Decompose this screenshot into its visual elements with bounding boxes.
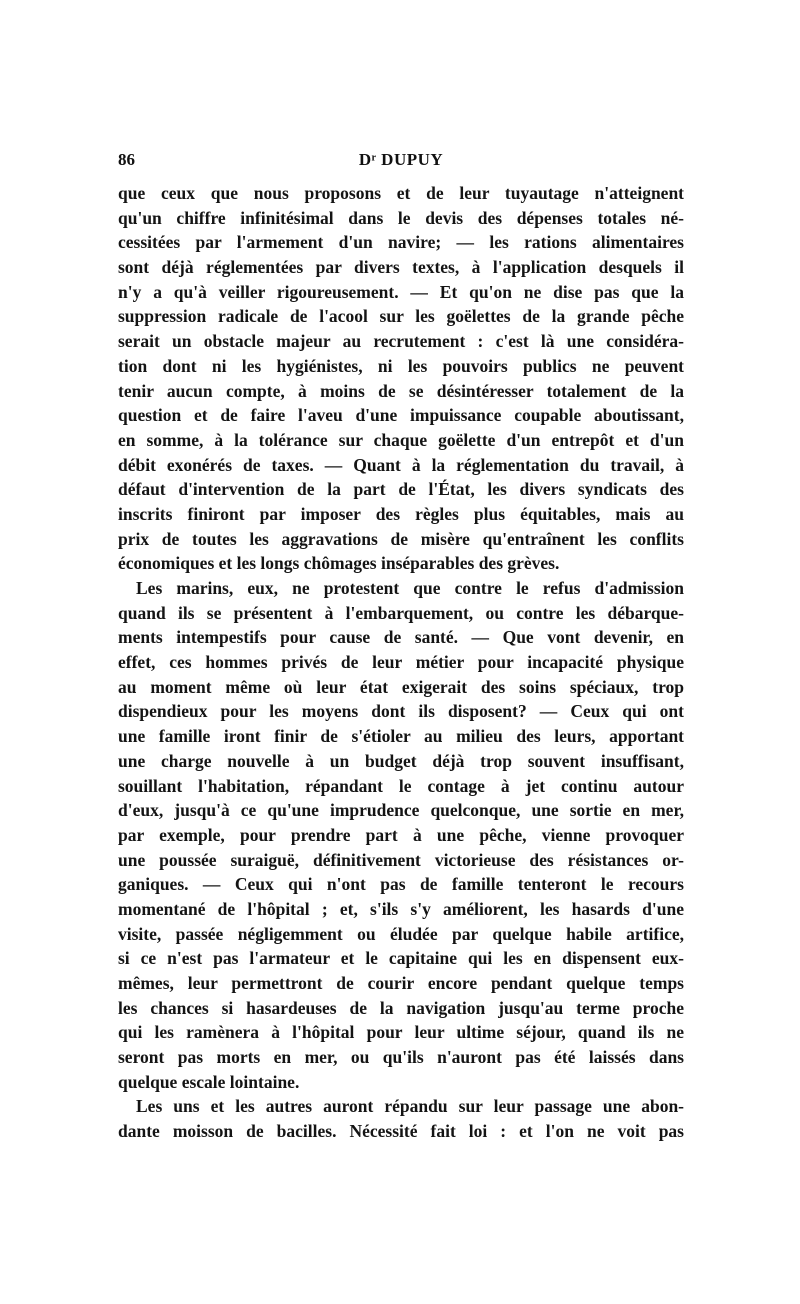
text-line: prix de toutes les aggravations de misère qu'entraînent les conflits [118,528,684,549]
text-line: Les uns et les autres auront répandu sur leur passage une abon- [136,1096,684,1117]
text-line: ganiques. — Ceux qui n'ont pas de famille tenteront le recours [118,874,684,895]
text-line: ments intempestifs pour cause de santé. — Que vont devenir, en [118,627,684,648]
text-line: sont déjà réglementées par divers textes, à l'application desquels il [118,257,684,278]
text-line: effet, ces hommes privés de leur métier pour incapacité physique [118,652,684,673]
body-text [118,181,684,1144]
text-line: momentané de l'hôpital ; et, s'ils s'y améliorent, les hasards d'une [118,898,684,919]
text-line: question et de faire l'aveu d'une impuissance coupable aboutissant, [118,405,684,426]
text-line: au moment même où leur état exigerait des soins spéciaux, trop [118,676,684,697]
text-line: qu'un chiffre infinitésimal dans le devis des dépenses totales né- [118,207,684,228]
text-line: une famille iront finir de s'étioler au milieu des leurs, apportant [118,726,684,747]
text-line: que ceux que nous proposons et de leur tuyautage n'atteignent [118,183,684,203]
text-line: une charge nouvelle à un budget déjà trop souvent insuffisant, [118,750,684,771]
text-line: quand ils se présentent à l'embarquement, ou contre les débarque- [118,602,684,623]
text-line: dante moisson de bacilles. Nécessité fait loi : et l'on ne voit pas [118,1121,684,1142]
text-line: en somme, à la tolérance sur chaque goëlette d'un entrepôt et d'un [118,429,684,450]
text-line: économiques et les longs chômages inséparables des grèves. [118,553,560,574]
running-head: Dʳ DUPUY [358,150,444,169]
text-line: d'eux, jusqu'à ce qu'une imprudence quelconque, une sortie en mer, [118,800,684,821]
text-line: mêmes, leur permettront de courir encore pendant quelque temps [118,973,684,993]
text-line: souillant l'habitation, répandant le contage à jet continu autour [118,775,684,796]
text-line: si ce n'est pas l'armateur et le capitaine qui les en dispensent eux- [118,948,684,969]
text-line: cessitées par l'armement d'un navire; — les rations alimentaires [118,232,684,253]
text-line: n'y a qu'à veiller rigoureusement. — Et qu'on ne dise pas que la [118,281,684,302]
text-line: quelque escale lointaine. [118,1071,300,1092]
paragraph [118,576,684,1094]
page-header [118,150,684,176]
text-line: serait un obstacle majeur au recrutement : c'est là une considéra- [118,331,684,352]
text-line: seront pas morts en mer, ou qu'ils n'auront pas été laissés dans [118,1047,684,1068]
text-line: Les marins, eux, ne protestent que contre le refus d'admission [136,578,684,598]
text-line: une poussée suraiguë, définitivement victorieuse des résistances or- [118,849,684,870]
text-line: qui les ramènera à l'hôpital pour leur ultime séjour, quand ils ne [118,1022,684,1043]
text-line: tenir aucun compte, à moins de se désintéresser totalement de la [118,380,684,401]
paragraph [118,1094,684,1143]
text-line: dispendieux pour les moyens dont ils disposent? — Ceux qui ont [118,701,684,722]
text-line: visite, passée négligemment ou éludée par quelque habile artifice, [118,923,684,944]
text-line: suppression radicale de l'acool sur les goëlettes de la grande pêche [118,306,684,327]
text-line: débit exonérés de taxes. — Quant à la réglementation du travail, à [118,454,684,475]
page-number: 86 [118,150,135,169]
text-line: tion dont ni les hygiénistes, ni les pouvoirs publics ne peuvent [118,355,684,376]
paragraph [118,181,684,576]
text-line: par exemple, pour prendre part à une pêche, vienne provoquer [118,824,684,845]
text-line: défaut d'intervention de la part de l'État, les divers syndicats des [118,479,684,500]
text-line: inscrits finiront par imposer des règles plus équitables, mais au [118,503,684,524]
text-line: les chances si hasardeuses de la navigation jusqu'au terme proche [118,997,684,1018]
